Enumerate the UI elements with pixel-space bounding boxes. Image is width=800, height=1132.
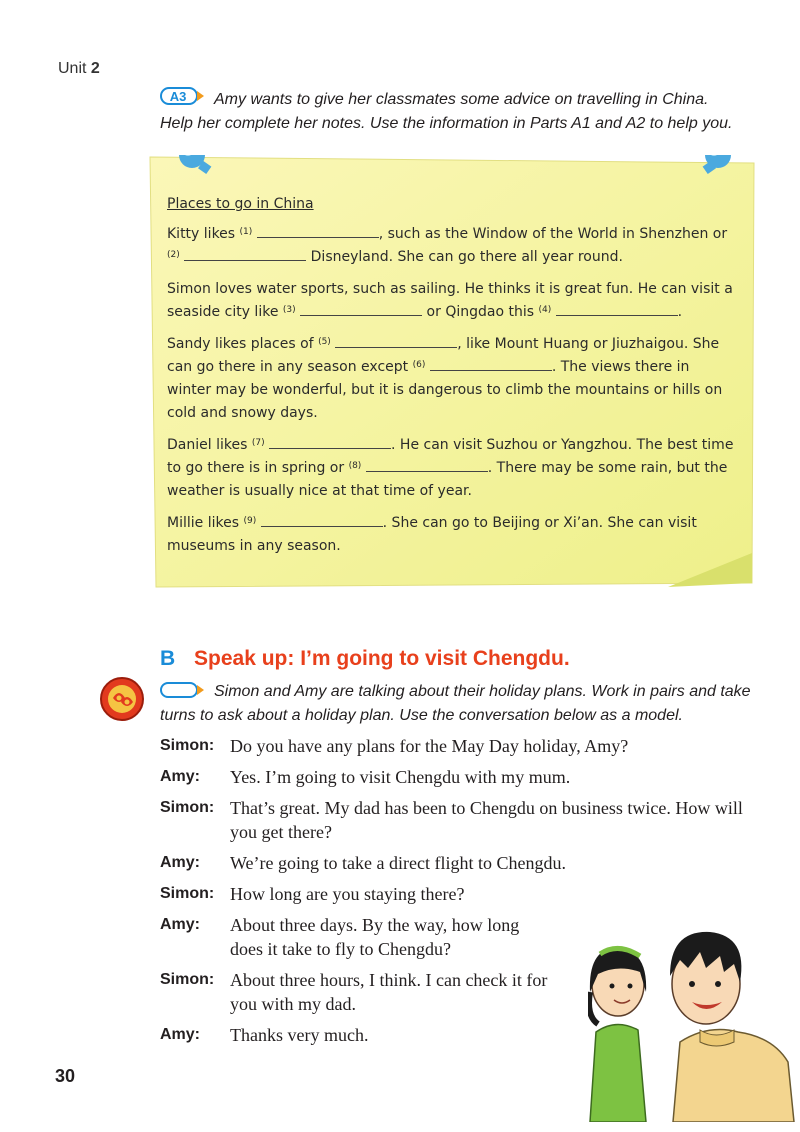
- kitty-text-c: Disneyland. She can go there all year round.: [306, 249, 623, 265]
- note-simon: [167, 278, 737, 324]
- sandy-text-b: , like Mount Huang or Jiuzhaigou. She can go there in any season except: [167, 336, 720, 375]
- speaker: Simon:: [160, 885, 215, 902]
- utterance: Thanks very much.: [230, 1025, 369, 1045]
- notes-text: [167, 193, 737, 567]
- speak-up-icon: [99, 676, 145, 722]
- blank-number-2: (2): [167, 250, 180, 260]
- blank-5[interactable]: [335, 333, 457, 348]
- speaker: Simon:: [160, 737, 215, 754]
- simon-text-a: Simon loves water sports, such as sailing. He thinks it is great fun. He can visit a seaside city like: [167, 281, 733, 320]
- utterance: Yes. I’m going to visit Chengdu with my mum.: [230, 767, 571, 787]
- unit-label-text: Unit: [58, 60, 87, 77]
- kitty-text-a: Kitty likes: [167, 226, 240, 242]
- blank-1[interactable]: [257, 223, 379, 238]
- section-letter: B: [160, 647, 176, 670]
- page-number: 30: [55, 1066, 76, 1086]
- millie-text-a: Millie likes: [167, 515, 244, 531]
- blank-2[interactable]: [184, 246, 306, 261]
- utterance: About three days. By the way, how long does it take to fly to Chengdu?: [230, 915, 520, 959]
- utterance: That’s great. My dad has been to Chengdu on business twice. How will you get there?: [230, 798, 743, 842]
- daniel-text-b: . He can visit Suzhou or Yangzhou. The best time to go there is in spring or: [167, 437, 734, 476]
- dialogue-line: [160, 734, 770, 758]
- section-title: Speak up: I’m going to visit Chengdu.: [194, 647, 570, 670]
- daniel-text-c: . There may be some rain, but the weather is usually nice at that time of year.: [167, 460, 728, 499]
- blank-number-8: (8): [348, 461, 362, 471]
- blank-9[interactable]: [261, 512, 383, 527]
- millie-text-b: . She can go to Beijing or Xi’an. She can visit museums in any season.: [167, 515, 697, 554]
- unit-label: [58, 60, 100, 78]
- b-instruction-line2: turns to ask about a holiday plan. Use the conversation below as a model.: [160, 707, 683, 724]
- note-sandy: [167, 333, 737, 425]
- a3-badge-label: A3: [169, 89, 187, 104]
- notes-title: Places to go in China: [167, 196, 314, 212]
- speaker: Amy:: [160, 1026, 201, 1043]
- note-millie: [167, 512, 737, 558]
- dialogue-line: [160, 882, 770, 906]
- sandy-text-c: . The views there in winter may be wonderful, but it is dangerous to climb the mountains or hills on cold and snowy days.: [167, 359, 723, 421]
- a3-instruction-line2: Help her complete her notes. Use the information in Parts A1 and A2 to help you.: [160, 115, 733, 132]
- a3-instruction-line1: Amy wants to give her classmates some advice on travelling in China.: [214, 91, 709, 108]
- blank-7[interactable]: [269, 434, 391, 449]
- blank-4[interactable]: [556, 301, 678, 316]
- blank-3[interactable]: [300, 301, 422, 316]
- note-kitty: [167, 223, 737, 269]
- dialogue-line: [160, 851, 770, 875]
- a3-instruction: [160, 88, 760, 136]
- utterance: About three hours, I think. I can check it for you with my dad.: [230, 970, 548, 1014]
- note-daniel: [167, 434, 737, 503]
- blank-number-6: (6): [412, 360, 426, 370]
- kids-illustration: [588, 912, 798, 1122]
- utterance: We’re going to take a direct flight to Chengdu.: [230, 853, 566, 873]
- blank-number-1: (1): [239, 227, 253, 237]
- section-b-instruction: [160, 680, 770, 728]
- speaker: Amy:: [160, 916, 201, 933]
- blank-number-9: (9): [243, 516, 257, 526]
- simon-text-b: or Qingdao this: [422, 304, 539, 320]
- sandy-text-a: Sandy likes places of: [167, 336, 319, 352]
- b-instruction-line1: Simon and Amy are talking about their holiday plans. Work in pairs and take: [214, 683, 751, 700]
- daniel-text-a: Daniel likes: [167, 437, 252, 453]
- speaker: Amy:: [160, 854, 201, 871]
- blank-number-4: (4): [538, 305, 552, 315]
- blank-8[interactable]: [366, 457, 488, 472]
- speaker: Simon:: [160, 799, 215, 816]
- speaker: Amy:: [160, 768, 201, 785]
- dialogue-line: [160, 796, 770, 844]
- utterance: Do you have any plans for the May Day holiday, Amy?: [230, 736, 629, 756]
- blank-number-7: (7): [251, 438, 265, 448]
- dialogue-line: [160, 765, 770, 789]
- kitty-text-b: , such as the Window of the World in Shenzhen or: [378, 226, 728, 242]
- blank-number-5: (5): [318, 337, 331, 347]
- utterance: How long are you staying there?: [230, 884, 465, 904]
- speaker: Simon:: [160, 971, 215, 988]
- unit-number: 2: [90, 60, 100, 77]
- simon-text-c: .: [677, 304, 683, 320]
- blank-number-3: (3): [282, 305, 296, 315]
- blank-6[interactable]: [430, 356, 552, 371]
